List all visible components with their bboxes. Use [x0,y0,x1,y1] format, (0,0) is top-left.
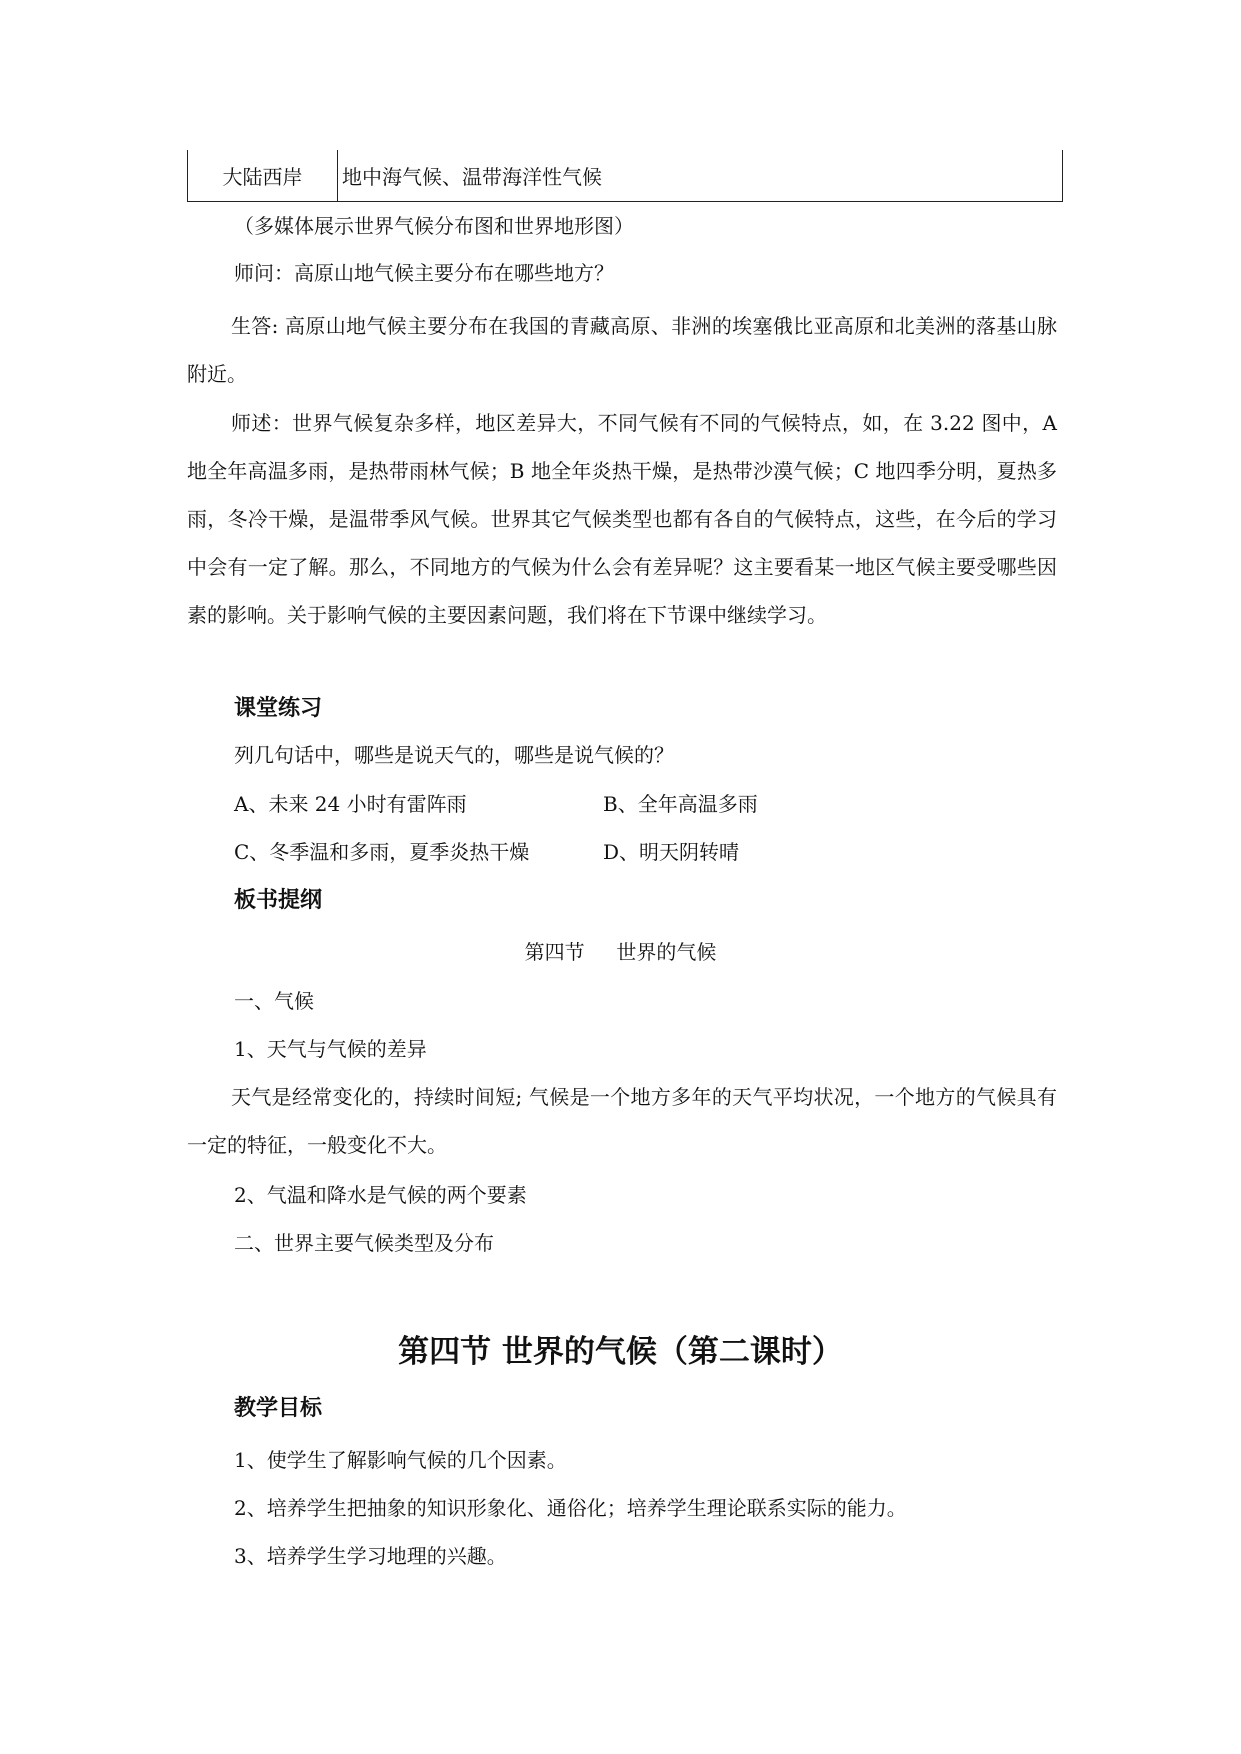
outline-heading: 板书提纲 [234,888,323,913]
media-note: （多媒体展示世界气候分布图和世界地形图） [234,214,634,238]
exercise-heading: 课堂练习 [234,696,323,721]
outline-item-1-1: 1、天气与气候的差异 [234,1037,427,1061]
exercise-option-a: A、未来 24 小时有雷阵雨 [234,792,467,816]
climate-table-row [187,150,1063,202]
exercise-option-b: B、全年高温多雨 [603,792,758,816]
goal-1: 1、使学生了解影响气候的几个因素。 [234,1448,567,1472]
exercise-prompt: 列几句话中，哪些是说天气的，哪些是说气候的？ [234,743,674,767]
outline-item-1: 一、气候 [234,989,314,1013]
exercise-option-d: D、明天阴转晴 [603,840,740,864]
table-cell-climate-types: 地中海气候、温带海洋性气候 [342,165,602,189]
table-cell-region: 大陆西岸 [188,150,338,201]
outline-item-2: 二、世界主要气候类型及分布 [234,1231,494,1255]
lesson2-title: 第四节 世界的气候（第二课时） [398,1334,843,1370]
teacher-question: 师问：高原山地气候主要分布在哪些地方？ [234,261,614,285]
goals-heading: 教学目标 [234,1396,323,1421]
student-answer: 生答: 高原山地气候主要分布在我国的青藏高原、非洲的埃塞俄比亚高原和北美洲的落基山脉附近。 [187,314,1057,386]
goal-2: 2、培养学生把抽象的知识形象化、通俗化；培养学生理论联系实际的能力。 [234,1496,907,1520]
teacher-statement: 师述：世界气候复杂多样，地区差异大，不同气候有不同的气候特点，如，在 3.22 图中，A 地全年高温多雨，是热带雨林气候；B 地全年炎热干燥，是热带沙漠气候；C 地四季分明，夏热多雨，冬冷干燥，是温带季风气候。世界其它气候类型也都有各自的气候特点，这些，在今后的学习中会有一定了解。那么，不同地方的气候为什么会有差异呢？这主要看某一地区气候主要受哪些因素的影响。关于影响气候的主要因素问题，我们将在下节课中继续学习。 [187,411,1057,627]
outline-paragraph: 天气是经常变化的，持续时间短; 气候是一个地方多年的天气平均状况，一个地方的气候具有一定的特征，一般变化不大。 [187,1085,1057,1157]
outline-item-1-2: 2、气温和降水是气候的两个要素 [234,1183,527,1207]
outline-section-title: 第四节 世界的气候 [524,940,717,964]
exercise-option-c: C、冬季温和多雨，夏季炎热干燥 [234,840,530,864]
goal-3: 3、培养学生学习地理的兴趣。 [234,1544,507,1568]
